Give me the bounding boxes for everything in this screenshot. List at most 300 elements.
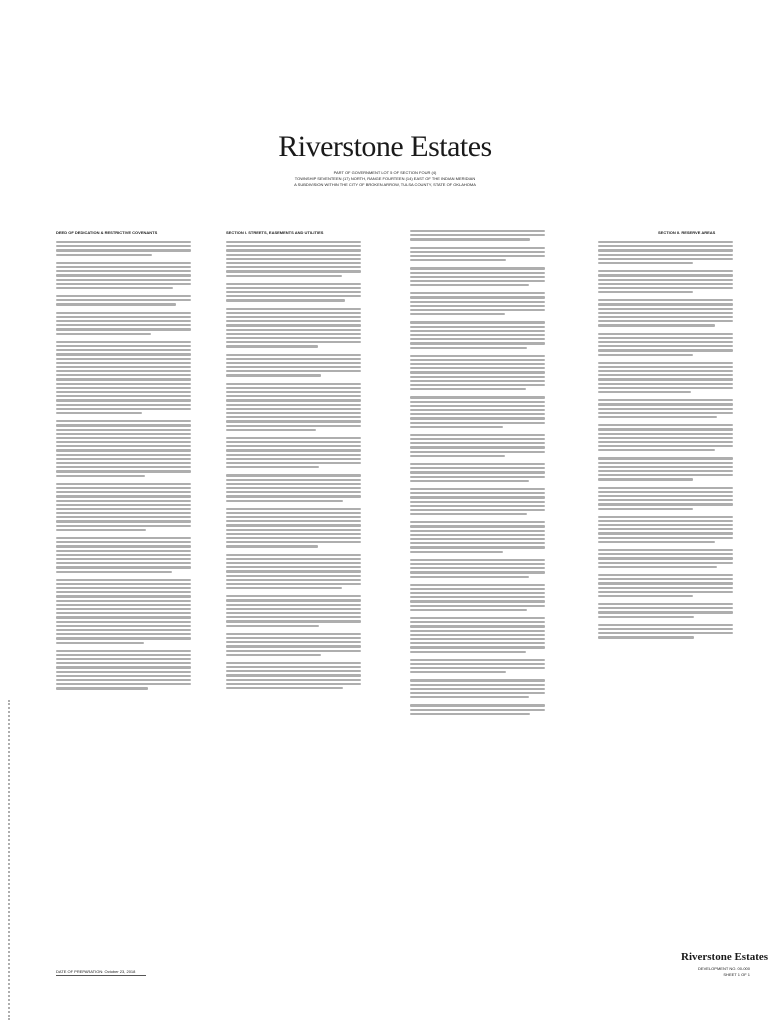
unreadable-text-block (226, 283, 361, 302)
unreadable-text-line (598, 433, 733, 435)
column-4 (598, 230, 733, 956)
unreadable-text-line (226, 620, 361, 622)
unreadable-text-line (410, 413, 545, 415)
unreadable-text-line (598, 636, 694, 638)
title-block-line: DEVELOPMENT NO. 00-000 (698, 966, 750, 971)
unreadable-text-line (56, 604, 191, 606)
unreadable-text-line (56, 621, 191, 623)
unreadable-text-line (598, 366, 733, 368)
unreadable-text-line (598, 516, 733, 518)
unreadable-text-line (598, 383, 733, 385)
unreadable-text-line (598, 528, 733, 530)
unreadable-text-line (410, 313, 505, 315)
unreadable-text-line (226, 587, 342, 589)
unreadable-text-line (410, 534, 545, 536)
unreadable-text-line (410, 380, 545, 382)
unreadable-text-line (410, 571, 545, 573)
unreadable-text-line (56, 328, 191, 330)
unreadable-text-line (56, 429, 191, 431)
unreadable-text-line (598, 320, 733, 322)
unreadable-text-line (56, 504, 191, 506)
unreadable-text-line (598, 349, 733, 351)
unreadable-text-line (410, 646, 545, 648)
unreadable-text-line (56, 637, 191, 639)
unreadable-text-line (226, 291, 361, 293)
unreadable-text-line (226, 616, 361, 618)
unreadable-text-line (226, 362, 361, 364)
unreadable-text-line (410, 442, 545, 444)
unreadable-text-line (56, 679, 191, 681)
unreadable-text-line (598, 333, 733, 335)
unreadable-text-line (56, 320, 191, 322)
subtitle-line: PART OF GOVERNMENT LOT 5 OF SECTION FOUR (4) (333, 170, 437, 175)
unreadable-text-line (226, 633, 361, 635)
unreadable-text-line (56, 687, 148, 689)
unreadable-text-block (56, 650, 191, 690)
unreadable-text-line (226, 650, 361, 652)
unreadable-text-block (56, 341, 191, 414)
unreadable-text-line (410, 422, 545, 424)
unreadable-text-line (410, 259, 506, 261)
unreadable-text-line (410, 438, 545, 440)
unreadable-text-line (598, 283, 733, 285)
unreadable-text-line (226, 329, 361, 331)
unreadable-text-block (598, 603, 733, 618)
unreadable-text-line (410, 267, 545, 269)
unreadable-text-line (410, 542, 545, 544)
unreadable-text-line (598, 487, 733, 489)
unreadable-text-line (410, 713, 530, 715)
unreadable-text-line (56, 500, 191, 502)
unreadable-text-block (598, 457, 733, 480)
unreadable-text-block (598, 487, 733, 510)
preparation-date-label: DATE OF PREPARATION: (56, 969, 104, 974)
unreadable-text-line (56, 629, 191, 631)
unreadable-text-line (56, 475, 145, 477)
unreadable-text-line (56, 245, 191, 247)
unreadable-text-line (410, 530, 545, 532)
unreadable-text-line (598, 424, 733, 426)
unreadable-text-line (226, 454, 361, 456)
unreadable-text-line (410, 692, 545, 694)
unreadable-text-line (56, 529, 146, 531)
unreadable-text-line (226, 654, 321, 656)
unreadable-text-line (56, 683, 191, 685)
unreadable-text-line (226, 345, 318, 347)
unreadable-text-line (226, 245, 361, 247)
unreadable-text-line (598, 603, 733, 605)
unreadable-text-line (56, 662, 191, 664)
unreadable-text-line (226, 383, 361, 385)
unreadable-text-line (226, 295, 361, 297)
unreadable-text-line (226, 599, 361, 601)
unreadable-text-line (410, 617, 545, 619)
unreadable-text-line (226, 358, 361, 360)
unreadable-text-line (410, 471, 545, 473)
unreadable-text-line (410, 505, 545, 507)
unreadable-text-line (410, 501, 545, 503)
unreadable-text-line (226, 333, 361, 335)
unreadable-text-line (598, 591, 733, 593)
unreadable-text-line (410, 367, 545, 369)
unreadable-text-block (598, 362, 733, 394)
unreadable-text-line (56, 399, 191, 401)
unreadable-text-line (598, 499, 733, 501)
unreadable-text-line (56, 279, 191, 281)
unreadable-text-block (56, 483, 191, 531)
unreadable-text-line (598, 370, 733, 372)
document-subtitle (185, 170, 585, 188)
unreadable-text-line (598, 553, 733, 555)
title-block-line: SHEET 1 OF 1 (723, 972, 750, 977)
unreadable-text-line (56, 387, 191, 389)
unreadable-text-line (598, 445, 733, 447)
unreadable-text-line (410, 584, 545, 586)
unreadable-text-line (226, 299, 345, 301)
unreadable-text-line (410, 463, 545, 465)
unreadable-text-line (598, 582, 733, 584)
unreadable-text-line (56, 345, 191, 347)
column-3-body (410, 230, 545, 715)
unreadable-text-block (226, 354, 361, 377)
unreadable-text-line (410, 405, 545, 407)
unreadable-text-line (56, 378, 191, 380)
unreadable-text-line (226, 487, 361, 489)
unreadable-text-line (56, 254, 152, 256)
unreadable-text-line (598, 549, 733, 551)
unreadable-text-line (598, 408, 733, 410)
column-2-heading: SECTION I. STREETS, EASEMENTS AND UTILITIES (226, 230, 324, 235)
unreadable-text-line (56, 654, 191, 656)
unreadable-text-line (226, 275, 342, 277)
unreadable-text-block (410, 230, 545, 241)
unreadable-text-line (56, 358, 191, 360)
unreadable-text-line (598, 378, 733, 380)
unreadable-text-line (56, 495, 191, 497)
unreadable-text-line (56, 341, 191, 343)
unreadable-text-line (56, 666, 191, 668)
unreadable-text-block (598, 299, 733, 326)
unreadable-text-line (226, 670, 361, 672)
unreadable-text-line (56, 675, 191, 677)
unreadable-text-line (56, 462, 191, 464)
unreadable-text-line (410, 359, 545, 361)
unreadable-text-block (56, 241, 191, 256)
unreadable-text-line (598, 312, 733, 314)
unreadable-text-line (56, 287, 173, 289)
unreadable-text-line (226, 391, 361, 393)
unreadable-text-line (410, 434, 545, 436)
unreadable-text-line (410, 521, 545, 523)
unreadable-text-line (56, 270, 191, 272)
unreadable-text-line (56, 395, 191, 397)
unreadable-text-line (226, 674, 361, 676)
unreadable-text-line (598, 566, 717, 568)
unreadable-text-line (56, 550, 191, 552)
unreadable-text-line (226, 500, 343, 502)
unreadable-text-block (598, 333, 733, 356)
unreadable-text-line (598, 624, 733, 626)
unreadable-text-line (226, 608, 361, 610)
unreadable-text-line (226, 341, 361, 343)
unreadable-text-line (598, 632, 733, 634)
unreadable-text-line (598, 574, 733, 576)
unreadable-text-block (410, 488, 545, 515)
unreadable-text-block (410, 396, 545, 428)
unreadable-text-line (226, 399, 361, 401)
unreadable-text-line (56, 437, 191, 439)
unreadable-text-line (226, 483, 361, 485)
unreadable-text-line (598, 449, 715, 451)
unreadable-text-line (410, 234, 545, 236)
unreadable-text-line (226, 241, 361, 243)
unreadable-text-line (410, 467, 545, 469)
unreadable-text-line (226, 562, 361, 564)
unreadable-text-line (410, 401, 545, 403)
subtitle-line: A SUBDIVISION WITHIN THE CITY OF BROKEN ARROW, TULSA COUNTY, STATE OF OKLAHOMA (294, 182, 476, 187)
unreadable-text-line (598, 416, 717, 418)
unreadable-text-line (598, 520, 733, 522)
unreadable-text-line (410, 247, 545, 249)
unreadable-text-line (598, 279, 733, 281)
unreadable-text-line (226, 545, 318, 547)
unreadable-text-line (226, 266, 361, 268)
unreadable-text-block (410, 679, 545, 698)
unreadable-text-line (410, 388, 526, 390)
unreadable-text-line (410, 347, 527, 349)
unreadable-text-line (598, 258, 733, 260)
preparation-date (56, 969, 135, 974)
unreadable-text-line (410, 255, 545, 257)
column-4-heading: SECTION II. RESERVE AREAS (658, 230, 716, 235)
unreadable-text-block (226, 508, 361, 548)
unreadable-text-line (410, 609, 527, 611)
unreadable-text-line (226, 320, 361, 322)
unreadable-text-line (410, 588, 545, 590)
unreadable-text-line (226, 429, 316, 431)
unreadable-text-line (410, 496, 545, 498)
unreadable-text-block (226, 308, 361, 348)
unreadable-text-line (56, 408, 191, 410)
unreadable-text-line (226, 374, 321, 376)
unreadable-text-line (56, 424, 191, 426)
unreadable-text-block (598, 424, 733, 451)
column-2-body (226, 241, 361, 689)
unreadable-text-block (410, 559, 545, 578)
unreadable-text-block (226, 633, 361, 656)
unreadable-text-block (226, 474, 361, 501)
unreadable-text-line (410, 230, 545, 232)
unreadable-text-line (56, 299, 191, 301)
unreadable-text-line (410, 371, 545, 373)
unreadable-text-line (226, 641, 361, 643)
unreadable-text-line (410, 679, 545, 681)
unreadable-text-line (56, 562, 191, 564)
unreadable-text-line (598, 299, 733, 301)
unreadable-text-line (56, 520, 191, 522)
unreadable-text-line (226, 637, 361, 639)
unreadable-text-line (598, 270, 733, 272)
unreadable-text-line (598, 345, 733, 347)
unreadable-text-line (226, 354, 361, 356)
unreadable-text-line (226, 625, 319, 627)
unreadable-text-block (598, 241, 733, 264)
unreadable-text-line (598, 595, 693, 597)
unreadable-text-line (56, 516, 191, 518)
unreadable-text-line (56, 671, 191, 673)
unreadable-text-line (410, 634, 545, 636)
unreadable-text-block (226, 662, 361, 689)
unreadable-text-line (56, 633, 191, 635)
column-2 (226, 230, 361, 956)
unreadable-text-line (56, 374, 191, 376)
unreadable-text-line (56, 541, 191, 543)
unreadable-text-line (226, 612, 361, 614)
unreadable-text-block (410, 434, 545, 457)
unreadable-text-line (56, 383, 191, 385)
unreadable-text-line (410, 488, 545, 490)
unreadable-text-line (226, 416, 361, 418)
unreadable-text-line (56, 508, 191, 510)
unreadable-text-block (410, 321, 545, 348)
unreadable-text-line (56, 241, 191, 243)
unreadable-text-line (226, 308, 361, 310)
unreadable-text-line (56, 333, 151, 335)
unreadable-text-line (226, 604, 361, 606)
unreadable-text-line (56, 658, 191, 660)
unreadable-text-line (598, 412, 733, 414)
unreadable-text-line (598, 303, 733, 305)
unreadable-text-line (56, 449, 191, 451)
unreadable-text-line (56, 554, 191, 556)
title-block-name: Riverstone Estates (681, 951, 769, 963)
subtitle-line: TOWNSHIP SEVENTEEN (17) NORTH, RANGE FOURTEEN (14) EAST OF THE INDIAN MERIDIAN (294, 176, 476, 181)
unreadable-text-block (226, 554, 361, 590)
unreadable-text-line (226, 512, 361, 514)
unreadable-text-line (410, 396, 545, 398)
unreadable-text-line (598, 491, 733, 493)
unreadable-text-line (598, 503, 733, 505)
unreadable-text-line (226, 370, 361, 372)
unreadable-text-line (226, 495, 361, 497)
unreadable-text-block (410, 463, 545, 482)
unreadable-text-line (56, 370, 191, 372)
unreadable-text-line (226, 270, 361, 272)
unreadable-text-line (226, 283, 361, 285)
unreadable-text-line (226, 520, 361, 522)
unreadable-text-line (410, 605, 545, 607)
unreadable-text-line (56, 274, 191, 276)
unreadable-text-line (410, 659, 545, 661)
unreadable-text-line (56, 579, 191, 581)
unreadable-text-line (56, 312, 191, 314)
unreadable-text-line (598, 462, 733, 464)
unreadable-text-line (56, 420, 191, 422)
unreadable-text-line (410, 592, 545, 594)
unreadable-text-line (410, 451, 545, 453)
unreadable-text-line (598, 437, 733, 439)
unreadable-text-line (410, 551, 503, 553)
unreadable-text-line (410, 538, 545, 540)
unreadable-text-line (410, 409, 545, 411)
unreadable-text-line (56, 650, 191, 652)
unreadable-text-line (226, 404, 361, 406)
unreadable-text-line (226, 491, 361, 493)
unreadable-text-line (226, 366, 361, 368)
unreadable-text-line (410, 321, 545, 323)
unreadable-text-line (410, 625, 545, 627)
unreadable-text-line (410, 600, 545, 602)
unreadable-text-line (410, 455, 505, 457)
unreadable-text-block (598, 399, 733, 418)
column-4-body (598, 241, 733, 639)
unreadable-text-line (226, 412, 361, 414)
unreadable-text-line (226, 529, 361, 531)
unreadable-text-block (410, 267, 545, 286)
unreadable-text-line (226, 537, 361, 539)
unreadable-text-line (226, 249, 361, 251)
unreadable-text-line (226, 474, 361, 476)
unreadable-text-line (56, 625, 191, 627)
unreadable-text-line (598, 428, 733, 430)
unreadable-text-line (226, 262, 361, 264)
unreadable-text-line (56, 391, 191, 393)
unreadable-text-line (56, 466, 191, 468)
unreadable-text-line (56, 362, 191, 364)
unreadable-text-block (598, 270, 733, 293)
unreadable-text-block (56, 295, 191, 306)
unreadable-text-line (410, 704, 545, 706)
unreadable-text-block (410, 617, 545, 653)
unreadable-text-line (410, 238, 530, 240)
unreadable-text-block (226, 383, 361, 431)
unreadable-text-line (226, 458, 361, 460)
unreadable-text-line (410, 696, 529, 698)
unreadable-text-line (598, 291, 693, 293)
unreadable-text-block (226, 595, 361, 627)
unreadable-text-line (56, 537, 191, 539)
unreadable-text-line (598, 607, 733, 609)
unreadable-text-block (598, 516, 733, 543)
unreadable-text-line (410, 513, 527, 515)
unreadable-text-line (226, 387, 361, 389)
unreadable-text-line (226, 449, 361, 451)
unreadable-text-block (56, 420, 191, 477)
column-3 (410, 230, 545, 956)
unreadable-text-line (598, 537, 733, 539)
unreadable-text-line (410, 326, 545, 328)
unreadable-text-line (226, 516, 361, 518)
unreadable-text-line (56, 587, 191, 589)
unreadable-text-line (598, 478, 693, 480)
unreadable-text-line (598, 616, 694, 618)
unreadable-text-line (56, 470, 191, 472)
unreadable-text-block (226, 241, 361, 277)
unreadable-text-line (56, 608, 191, 610)
unreadable-text-line (598, 524, 733, 526)
unreadable-text-line (598, 541, 715, 543)
unreadable-text-line (56, 249, 191, 251)
unreadable-text-line (56, 295, 191, 297)
unreadable-text-line (226, 395, 361, 397)
unreadable-text-line (598, 562, 733, 564)
unreadable-text-line (56, 583, 191, 585)
unreadable-text-line (226, 466, 319, 468)
unreadable-text-line (226, 324, 361, 326)
unreadable-text-line (56, 412, 142, 414)
unreadable-text-line (56, 324, 191, 326)
unreadable-text-line (598, 628, 733, 630)
